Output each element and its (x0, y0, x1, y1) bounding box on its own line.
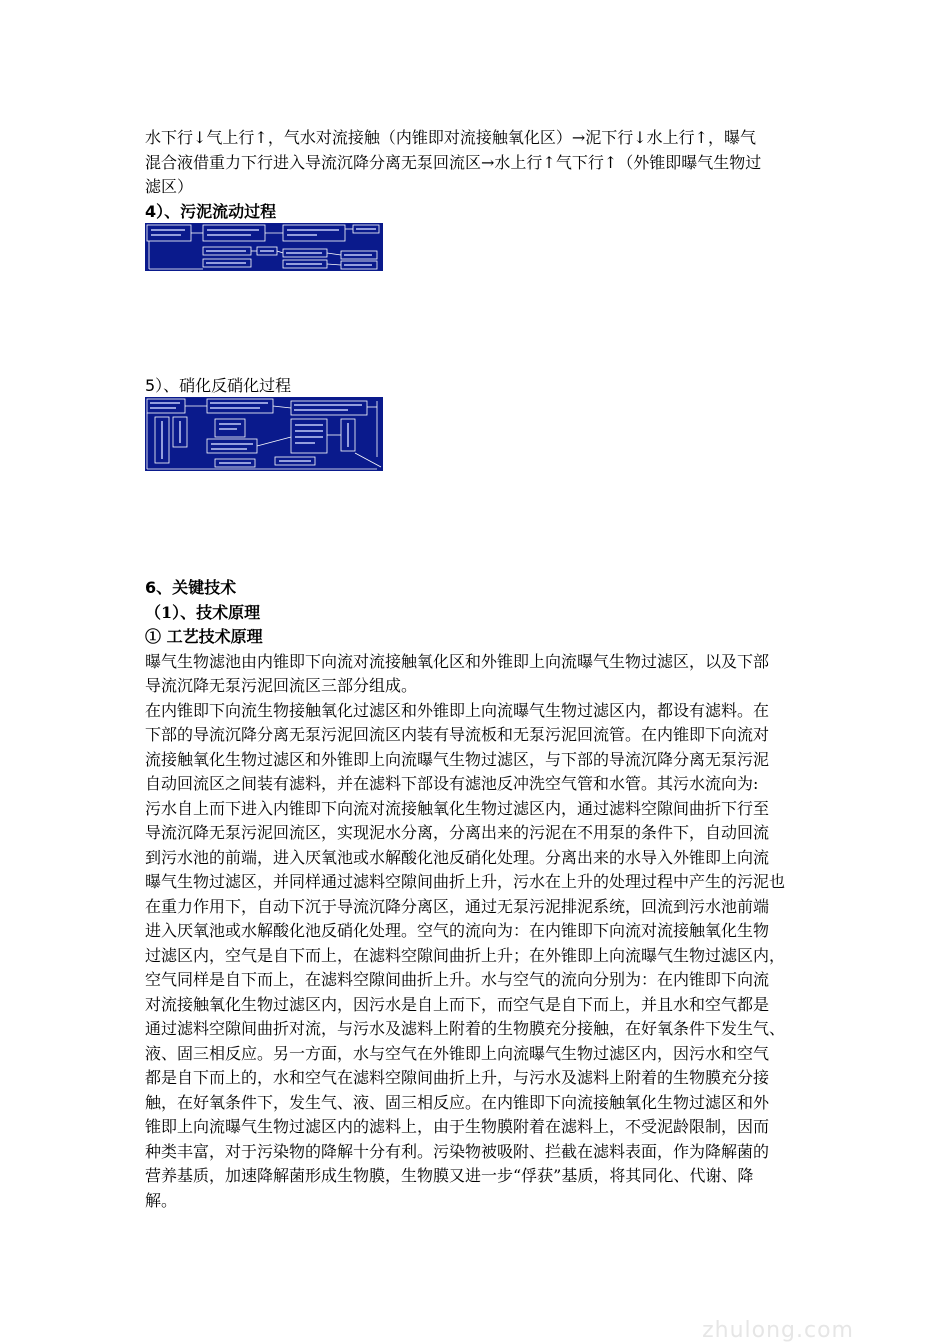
body-line: 解。 (145, 1190, 178, 1210)
body-line: 触，在好氧条件下，发生气、液、固三相反应。在内锥即下向流接触氧化生物过滤区和外 (145, 1092, 770, 1112)
section-4-heading: 4）、污泥流动过程 (145, 202, 277, 221)
body-line: 锥即上向流曝气生物过滤区内的滤料上，由于生物膜附着在滤料上，不受泥龄限制，因而 (145, 1117, 770, 1136)
body-line: 到污水池的前端，进入厌氧池或水解酸化池反硝化处理。分离出来的水导入外锥即上向流 (145, 847, 770, 867)
body-line: 进入厌氧池或水解酸化池反硝化处理。空气的流向为：在内锥即下向流对流接触氧化生物 (145, 921, 770, 940)
body-line: 通过滤料空隙间曲折对流，与污水及滤料上附着的生物膜充分接触，在好氧条件下发生气、 (145, 1019, 786, 1038)
body-line: 都是自下而上的，水和空气在滤料空隙间曲折上升，与污水及滤料上附着的生物膜充分接 (145, 1068, 770, 1087)
body-line: 过滤区内，空气是自下而上，在滤料空隙间曲折上升；在外锥即上向流曝气生物过滤区内， (145, 945, 786, 965)
body-line: 在重力作用下，自动下沉于导流沉降分离区，通过无泵污泥排泥系统，回流到污水池前端 (145, 896, 770, 916)
sludge-flow-diagram-graphic (145, 223, 383, 271)
watermark: zhulong.com (702, 1318, 854, 1343)
body-line: 液、固三相反应。另一方面，水与空气在外锥即上向流曝气生物过滤区内，因污水和空气 (145, 1043, 770, 1063)
body-line: 曝气生物滤池由内锥即下向流对流接触氧化区和外锥即上向流曝气生物过滤区，以及下部 (145, 651, 770, 671)
body-line: 对流接触氧化生物过滤区内，因污水是自上而下，而空气是自下而上，并且水和空气都是 (145, 994, 770, 1014)
section-6-heading: 6、关键技术 (145, 578, 237, 597)
intro-paragraph (145, 126, 761, 200)
subsection-1a-heading: ① 工艺技术原理 (145, 627, 263, 646)
subsection-1-heading: （1）、技术原理 (145, 602, 261, 622)
body-line: 导流沉降无泵污泥回流区，实现泥水分离，分离出来的污泥在不用泵的条件下，自动回流 (145, 823, 770, 842)
section-5-heading: 5）、硝化反硝化过程 (145, 376, 292, 395)
nitrification-diagram (145, 397, 383, 471)
intro-line: 水下行↓气上行↑，气水对流接触（内锥即对流接触氧化区）→泥下行↓水上行↑，曝气 (145, 128, 757, 147)
body-line: 自动回流区之间装有滤料，并在滤料下部设有滤池反冲洗空气管和水管。其污水流向为: (145, 774, 759, 793)
body-paragraphs (145, 650, 785, 1214)
nitrification-diagram-graphic (145, 397, 383, 471)
body-line: 流接触氧化生物过滤区和外锥即上向流曝气生物过滤区，与下部的导流沉降分离无泵污泥 (145, 749, 770, 769)
body-line: 种类丰富，对于污染物的降解十分有利。污染物被吸附、拦截在滤料表面，作为降解菌的 (145, 1141, 770, 1161)
body-line: 下部的导流沉降分离无泵污泥回流区内装有导流板和无泵污泥回流管。在内锥即下向流对 (145, 725, 770, 744)
body-line: 空气同样是自下而上，在滤料空隙间曲折上升。水与空气的流向分别为：在内锥即下向流 (145, 970, 770, 989)
body-line: 营养基质，加速降解菌形成生物膜，生物膜又进一步“俘获”基质，将其同化、代谢、降 (145, 1166, 754, 1185)
intro-line: 滤区） (145, 177, 194, 196)
body-line: 曝气生物过滤区，并同样通过滤料空隙间曲折上升，污水在上升的处理过程中产生的污泥也 (145, 872, 786, 891)
section-6 (145, 576, 785, 1213)
sludge-flow-diagram (145, 223, 383, 271)
body-line: 污水自上而下进入内锥即下向流对流接触氧化生物过滤区内，通过滤料空隙间曲折下行至 (145, 798, 770, 818)
intro-line: 混合液借重力下行进入导流沉降分离无泵回流区→水上行↑气下行↑（外锥即曝气生物过 (145, 152, 762, 172)
body-line: 导流沉降无泵污泥回流区三部分组成。 (145, 676, 418, 695)
body-line: 在内锥即下向流生物接触氧化过滤区和外锥即上向流曝气生物过滤区内，都设有滤料。在 (145, 700, 770, 720)
